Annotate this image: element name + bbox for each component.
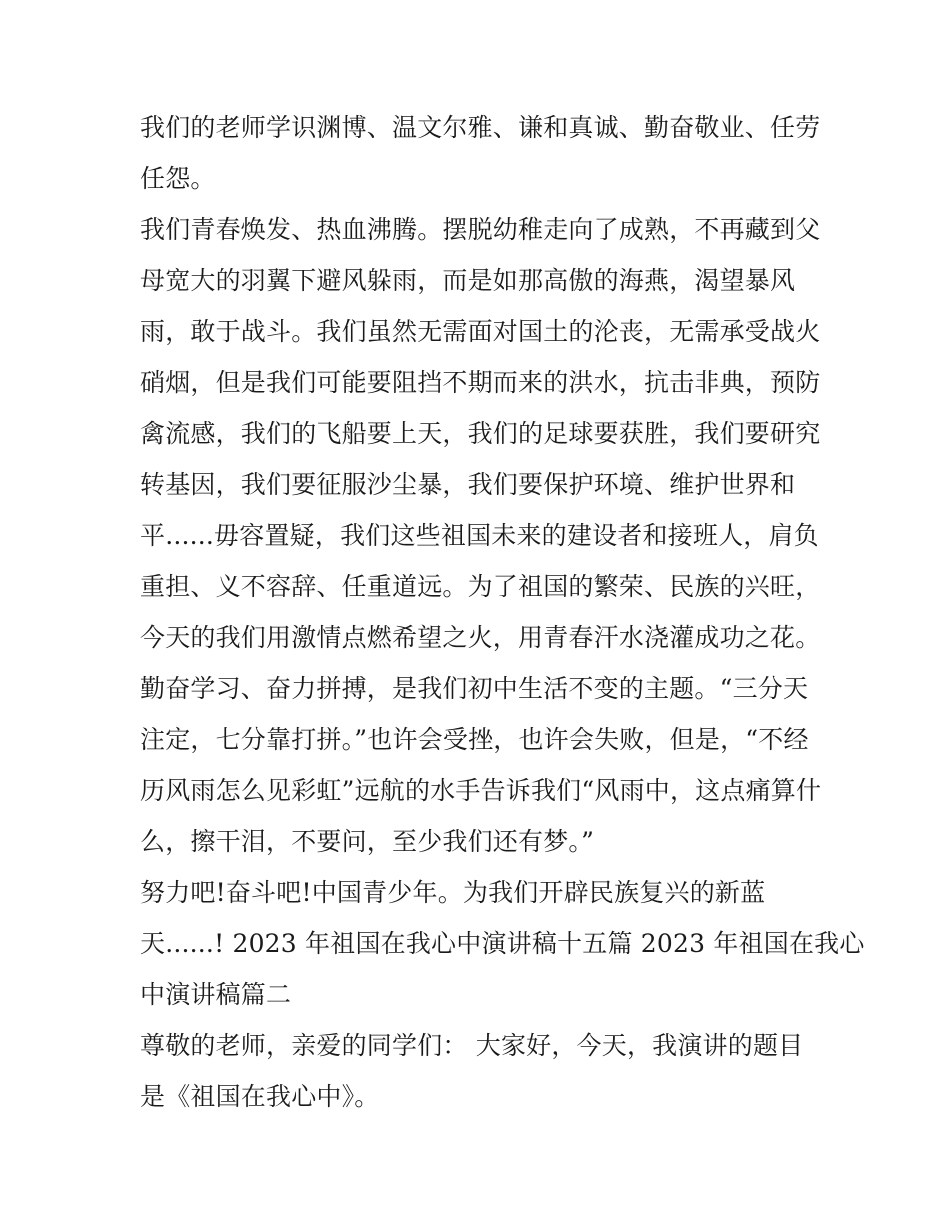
text-line: 努力吧!奋斗吧!中国青少年。为我们开辟民族复兴的新蓝 <box>140 878 766 907</box>
text-line: 禽流感，我们的飞船要上天，我们的足球要获胜，我们要研究 <box>140 419 821 448</box>
text-line: 历风雨怎么见彩虹”远航的水手告诉我们“风雨中，这点痛算什 <box>140 776 822 805</box>
text-line: 注定，七分靠打拼。”也许会受挫，也许会失败，但是，“不经 <box>140 725 809 754</box>
text-line: 中演讲稿篇二 <box>140 980 292 1009</box>
text-line: 尊敬的老师，亲爱的同学们： 大家好，今天，我演讲的题目 <box>140 1031 804 1060</box>
text-line: 天......! 2023 年祖国在我心中演讲稿十五篇 2023 年祖国在我心 <box>140 929 865 958</box>
text-line: 重担、义不容辞、任重道远。为了祖国的繁荣、民族的兴旺， <box>140 572 821 601</box>
text-line: 母宽大的羽翼下避风躲雨，而是如那高傲的海燕，渴望暴风 <box>140 266 796 295</box>
text-line: 么，擦干泪，不要问，至少我们还有梦。” <box>140 827 595 856</box>
text-line: 今天的我们用激情点燃希望之火，用青春汗水浇灌成功之花。 <box>140 623 821 652</box>
text-line: 硝烟，但是我们可能要阻挡不期而来的洪水，抗击非典，预防 <box>140 368 821 397</box>
text-line: 我们的老师学识渊博、温文尔雅、谦和真诚、勤奋敬业、任劳 <box>140 113 821 142</box>
text-line: 转基因，我们要征服沙尘暴，我们要保护环境、维护世界和 <box>140 470 796 499</box>
text-line: 我们青春焕发、热血沸腾。摆脱幼稚走向了成熟，不再藏到父 <box>140 215 821 244</box>
text-line: 是《祖国在我心中》。 <box>140 1082 380 1111</box>
text-line: 雨，敢于战斗。我们虽然无需面对国土的沦丧，无需承受战火 <box>140 317 821 346</box>
text-line: 勤奋学习、奋力拼搏，是我们初中生活不变的主题。“三分天 <box>140 674 809 703</box>
text-line: 任怨。 <box>140 164 216 193</box>
text-line: 平......毋容置疑，我们这些祖国未来的建设者和接班人，肩负 <box>140 521 819 550</box>
